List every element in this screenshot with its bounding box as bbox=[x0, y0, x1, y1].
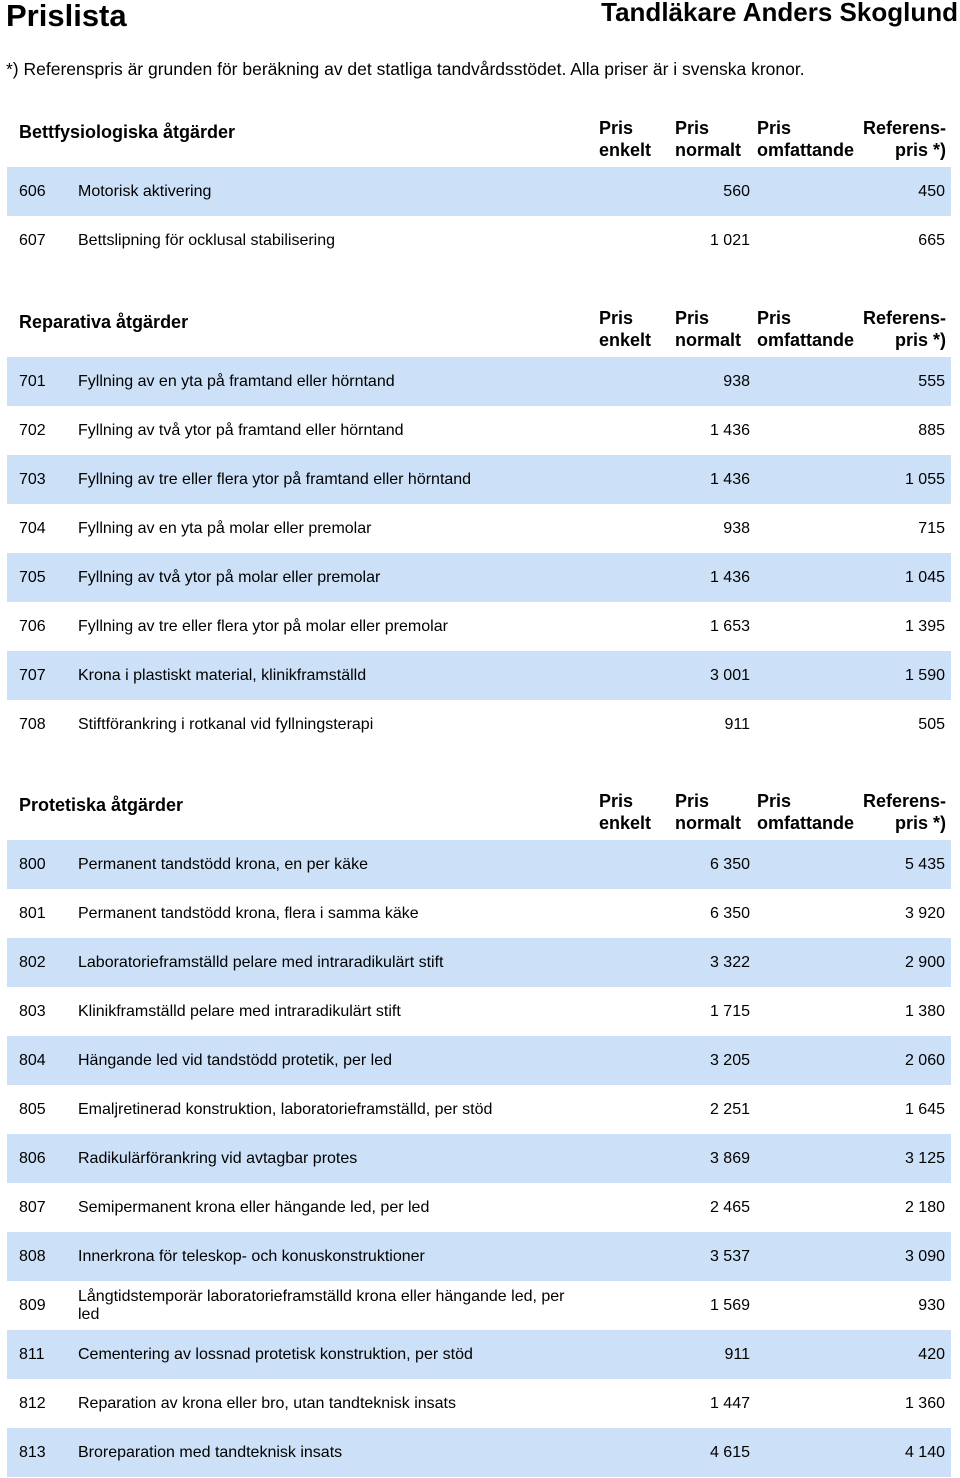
treatment-description: Fyllning av tre eller flera ytor på framtand eller hörntand bbox=[78, 470, 472, 488]
treatment-description: Emaljretinerad konstruktion, laboratorieframställd, per stöd bbox=[78, 1100, 493, 1118]
price-normal: 4 615 bbox=[709, 1443, 750, 1461]
reference-price: 1 360 bbox=[904, 1394, 945, 1412]
treatment-code: 801 bbox=[19, 904, 46, 922]
reference-price: 3 920 bbox=[904, 904, 945, 922]
treatment-description: Fyllning av tre eller flera ytor på molar eller premolar bbox=[78, 617, 448, 635]
reference-price: 450 bbox=[918, 182, 945, 200]
column-header-pris-enkelt bbox=[599, 790, 651, 834]
section-title: Reparativa åtgärder bbox=[19, 312, 189, 332]
price-normal: 6 350 bbox=[709, 855, 750, 873]
treatment-code: 802 bbox=[19, 953, 46, 971]
treatment-code: 705 bbox=[19, 568, 46, 586]
price-normal: 938 bbox=[723, 372, 750, 390]
clinic-name: Tandläkare Anders Skoglund bbox=[601, 0, 958, 27]
table-row bbox=[7, 1036, 951, 1085]
column-header-pris-normalt bbox=[675, 790, 741, 834]
table-row bbox=[7, 504, 951, 553]
column-header-line: omfattande bbox=[757, 140, 855, 160]
table-row bbox=[7, 553, 951, 602]
reference-price: 2 180 bbox=[904, 1198, 945, 1216]
treatment-code: 707 bbox=[19, 666, 46, 684]
treatment-description: Laboratorieframställd pelare med intraradikulärt stift bbox=[78, 953, 444, 971]
price-table bbox=[0, 167, 960, 265]
treatment-code: 813 bbox=[19, 1443, 46, 1461]
column-header-line: omfattande bbox=[757, 813, 855, 833]
column-header-line: omfattande bbox=[757, 330, 855, 350]
treatment-description: Hängande led vid tandstödd protetik, per led bbox=[78, 1051, 392, 1069]
price-normal: 3 322 bbox=[709, 953, 750, 971]
column-header-line: Pris bbox=[599, 791, 634, 811]
table-row bbox=[7, 1379, 951, 1428]
treatment-description: Stiftförankring i rotkanal vid fyllningsterapi bbox=[78, 715, 374, 733]
treatment-code: 800 bbox=[19, 855, 46, 873]
table-row bbox=[7, 602, 951, 651]
treatment-description: Broreparation med tandteknisk insats bbox=[78, 1443, 343, 1461]
column-header-line: enkelt bbox=[599, 330, 652, 350]
column-header-line: enkelt bbox=[599, 813, 652, 833]
treatment-code: 803 bbox=[19, 1002, 46, 1020]
treatment-code: 708 bbox=[19, 715, 46, 733]
column-header-pris-enkelt bbox=[599, 117, 651, 161]
treatment-description: Permanent tandstödd krona, flera i samma käke bbox=[78, 904, 419, 922]
column-header-line: Referens- bbox=[862, 791, 946, 811]
treatment-description: Radikulärförankring vid avtagbar protes bbox=[78, 1149, 358, 1167]
reference-price: 5 435 bbox=[904, 855, 945, 873]
reference-price: 1 395 bbox=[904, 617, 945, 635]
reference-price: 1 055 bbox=[904, 470, 945, 488]
column-header-pris-omfattande bbox=[757, 117, 854, 161]
reference-price: 930 bbox=[918, 1296, 945, 1314]
treatment-description: Motorisk aktivering bbox=[78, 182, 212, 200]
treatment-description: Permanent tandstödd krona, en per käke bbox=[78, 855, 368, 873]
section-title: Bettfysiologiska åtgärder bbox=[19, 122, 236, 142]
price-normal: 3 001 bbox=[709, 666, 750, 684]
price-normal: 560 bbox=[723, 182, 750, 200]
table-row bbox=[7, 840, 951, 889]
treatment-code: 606 bbox=[19, 182, 46, 200]
table-row bbox=[7, 406, 951, 455]
table-row bbox=[7, 1428, 951, 1477]
treatment-code: 807 bbox=[19, 1198, 46, 1216]
treatment-description: Bettslipning för ocklusal stabilisering bbox=[78, 231, 336, 249]
column-header-pris-omfattande bbox=[757, 790, 854, 834]
reference-price-note: *) Referenspris är grunden för beräkning av det statliga tandvårdsstödet. Alla priser är i svenska kronor. bbox=[6, 59, 805, 79]
treatment-description: Fyllning av två ytor på molar eller premolar bbox=[78, 568, 381, 586]
reference-price: 555 bbox=[918, 372, 945, 390]
reference-price: 1 045 bbox=[904, 568, 945, 586]
price-normal: 911 bbox=[724, 1345, 750, 1363]
treatment-description: Cementering av lossnad protetisk konstruktion, per stöd bbox=[78, 1345, 473, 1363]
price-normal: 2 465 bbox=[709, 1198, 750, 1216]
price-normal: 1 436 bbox=[709, 568, 750, 586]
column-header-referenspris bbox=[863, 307, 946, 351]
price-normal: 2 251 bbox=[709, 1100, 750, 1118]
column-header-referenspris bbox=[863, 790, 946, 834]
reference-price: 4 140 bbox=[904, 1443, 945, 1461]
price-normal: 938 bbox=[723, 519, 750, 537]
price-normal: 1 447 bbox=[709, 1394, 750, 1412]
column-header-line: pris *) bbox=[894, 330, 946, 350]
price-normal: 3 537 bbox=[709, 1247, 750, 1265]
reference-price: 1 645 bbox=[904, 1100, 945, 1118]
table-row bbox=[7, 1134, 951, 1183]
reference-price: 665 bbox=[918, 231, 945, 249]
treatment-code: 607 bbox=[19, 231, 46, 249]
column-header-line: Referens- bbox=[862, 118, 946, 138]
section-header bbox=[0, 117, 960, 163]
page-title: Prislista bbox=[6, 0, 127, 33]
column-header-line: Pris bbox=[757, 791, 792, 811]
treatment-code: 812 bbox=[19, 1394, 46, 1412]
column-header-pris-enkelt bbox=[599, 307, 651, 351]
treatment-code: 703 bbox=[19, 470, 46, 488]
column-header-line: normalt bbox=[675, 330, 742, 350]
column-header-line: Pris bbox=[675, 118, 710, 138]
treatment-code: 704 bbox=[19, 519, 46, 537]
price-table bbox=[0, 357, 960, 749]
treatment-description: Långtidstemporär laboratorieframställd krona eller hängande led, per led bbox=[78, 1287, 565, 1323]
price-section bbox=[0, 117, 960, 265]
table-row bbox=[7, 357, 951, 406]
reference-price: 420 bbox=[918, 1345, 945, 1363]
table-row bbox=[7, 1183, 951, 1232]
column-header-line: Pris bbox=[599, 308, 634, 328]
price-normal: 3 205 bbox=[709, 1051, 750, 1069]
price-normal: 1 021 bbox=[709, 231, 750, 249]
column-header-line: Referens- bbox=[862, 308, 946, 328]
treatment-code: 806 bbox=[19, 1149, 46, 1167]
price-normal: 911 bbox=[724, 715, 750, 733]
reference-price: 2 900 bbox=[904, 953, 945, 971]
price-normal: 3 869 bbox=[709, 1149, 750, 1167]
treatment-description: Klinikframställd pelare med intraradikulärt stift bbox=[78, 1002, 401, 1020]
reference-price: 3 090 bbox=[904, 1247, 945, 1265]
reference-price: 3 125 bbox=[904, 1149, 945, 1167]
table-row bbox=[7, 216, 951, 265]
price-section bbox=[0, 790, 960, 1477]
column-header-line: enkelt bbox=[599, 140, 652, 160]
column-header-line: pris *) bbox=[894, 813, 946, 833]
reference-price: 1 590 bbox=[904, 666, 945, 684]
treatment-code: 808 bbox=[19, 1247, 46, 1265]
column-header-line: Pris bbox=[757, 308, 792, 328]
column-header-line: Pris bbox=[757, 118, 792, 138]
price-normal: 1 436 bbox=[709, 421, 750, 439]
column-header-line: Pris bbox=[599, 118, 634, 138]
treatment-code: 701 bbox=[19, 372, 46, 390]
table-row bbox=[7, 987, 951, 1036]
table-row bbox=[7, 1232, 951, 1281]
column-header-line: pris *) bbox=[894, 140, 946, 160]
reference-price: 885 bbox=[918, 421, 945, 439]
price-table bbox=[0, 840, 960, 1477]
treatment-code: 702 bbox=[19, 421, 46, 439]
treatment-code: 804 bbox=[19, 1051, 46, 1069]
column-header-line: Pris bbox=[675, 308, 710, 328]
treatment-code: 706 bbox=[19, 617, 46, 635]
column-header-pris-normalt bbox=[675, 307, 741, 351]
treatment-description: Fyllning av en yta på molar eller premolar bbox=[78, 519, 372, 537]
section-title: Protetiska åtgärder bbox=[19, 795, 184, 815]
table-row bbox=[7, 167, 951, 216]
treatment-code: 811 bbox=[19, 1345, 45, 1363]
reference-price: 2 060 bbox=[904, 1051, 945, 1069]
table-row bbox=[7, 455, 951, 504]
column-header-referenspris bbox=[863, 117, 946, 161]
treatment-code: 805 bbox=[19, 1100, 46, 1118]
price-normal: 6 350 bbox=[709, 904, 750, 922]
column-header-pris-omfattande bbox=[757, 307, 854, 351]
reference-price: 715 bbox=[918, 519, 945, 537]
column-header-line: normalt bbox=[675, 140, 742, 160]
treatment-code: 809 bbox=[19, 1296, 46, 1314]
price-normal: 1 653 bbox=[709, 617, 750, 635]
column-header-line: Pris bbox=[675, 791, 710, 811]
treatment-description: Semipermanent krona eller hängande led, per led bbox=[78, 1198, 430, 1216]
treatment-description: Innerkrona för teleskop- och konuskonstruktioner bbox=[78, 1247, 425, 1265]
column-header-line: normalt bbox=[675, 813, 742, 833]
table-row bbox=[7, 938, 951, 987]
reference-price: 1 380 bbox=[904, 1002, 945, 1020]
treatment-description: Reparation av krona eller bro, utan tandteknisk insats bbox=[78, 1394, 456, 1412]
price-normal: 1 715 bbox=[709, 1002, 750, 1020]
table-row bbox=[7, 651, 951, 700]
section-header bbox=[0, 307, 960, 353]
table-row bbox=[7, 889, 951, 938]
price-normal: 1 436 bbox=[709, 470, 750, 488]
treatment-description: Fyllning av två ytor på framtand eller hörntand bbox=[78, 421, 404, 439]
reference-price: 505 bbox=[918, 715, 945, 733]
section-header bbox=[0, 790, 960, 836]
table-row bbox=[7, 1281, 951, 1330]
treatment-description: Krona i plastiskt material, klinikframställd bbox=[78, 666, 367, 684]
table-row bbox=[7, 1085, 951, 1134]
price-normal: 1 569 bbox=[709, 1296, 750, 1314]
price-section bbox=[0, 307, 960, 749]
table-row bbox=[7, 700, 951, 749]
column-header-pris-normalt bbox=[675, 117, 741, 161]
treatment-description: Fyllning av en yta på framtand eller hörntand bbox=[78, 372, 395, 390]
table-row bbox=[7, 1330, 951, 1379]
